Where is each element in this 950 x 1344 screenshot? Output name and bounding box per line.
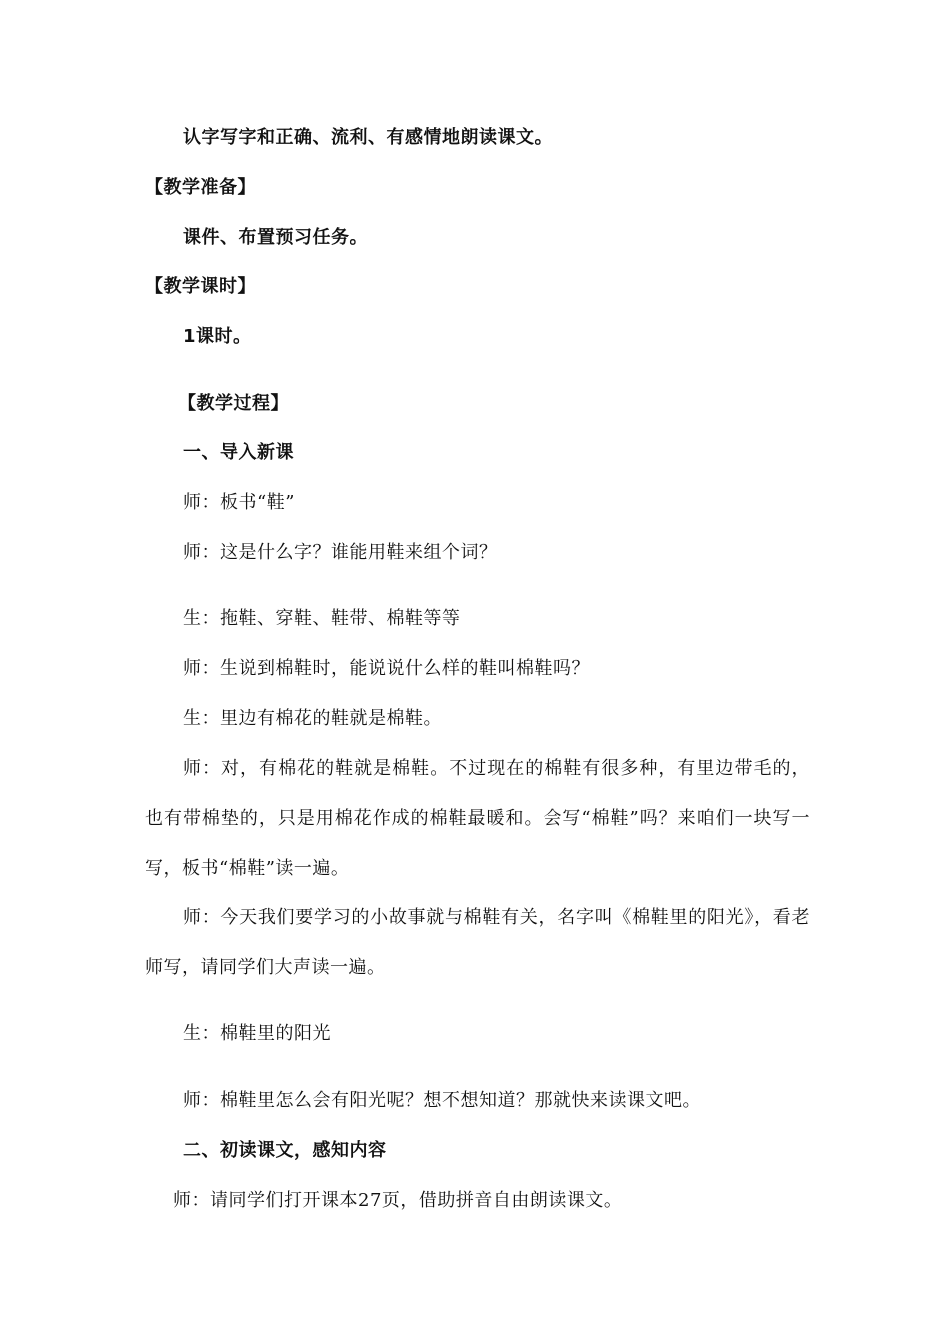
teacher-line-1: 师：板书“鞋” bbox=[183, 492, 295, 513]
teaching-hours-text: 1课时。 bbox=[183, 326, 252, 347]
student-line-3: 生：棉鞋里的阳光 bbox=[183, 1023, 331, 1044]
student-line-2: 生：里边有棉花的鞋就是棉鞋。 bbox=[183, 708, 442, 729]
teaching-process-heading: 【教学过程】 bbox=[178, 393, 289, 414]
student-line-1: 生：拖鞋、穿鞋、鞋带、棉鞋等等 bbox=[183, 608, 461, 629]
teacher-paragraph-5: 师：今天我们要学习的小故事就与棉鞋有关，名字叫《棉鞋里的阳光》，看老师写，请同学们大声读一遍。 bbox=[145, 907, 810, 978]
section-1-heading: 一、导入新课 bbox=[183, 442, 294, 463]
teacher-line-6: 师：棉鞋里怎么会有阳光呢？想不想知道？那就快来读课文吧。 bbox=[183, 1090, 701, 1111]
teaching-preparation-text: 课件、布置预习任务。 bbox=[183, 227, 368, 248]
teaching-hours-heading: 【教学课时】 bbox=[145, 276, 256, 297]
teacher-line-2: 师：这是什么字？谁能用鞋来组个词？ bbox=[183, 542, 498, 563]
teaching-preparation-heading: 【教学准备】 bbox=[145, 177, 256, 198]
section-2-heading: 二、初读课文，感知内容 bbox=[183, 1140, 387, 1161]
teacher-paragraph-4: 师：对，有棉花的鞋就是棉鞋。不过现在的棉鞋有很多种，有里边带毛的，也有带棉垫的，只是用棉花作成的棉鞋最暖和。会写“棉鞋”吗？来咱们一块写一写，板书“棉鞋”读一遍。 bbox=[145, 758, 810, 879]
teacher-line-7: 师：请同学们打开课本27页，借助拼音自由朗读课文。 bbox=[173, 1190, 623, 1211]
teacher-line-3: 师：生说到棉鞋时，能说说什么样的鞋叫棉鞋吗？ bbox=[183, 658, 590, 679]
teaching-goal-text: 认字写字和正确、流利、有感情地朗读课文。 bbox=[183, 127, 553, 148]
